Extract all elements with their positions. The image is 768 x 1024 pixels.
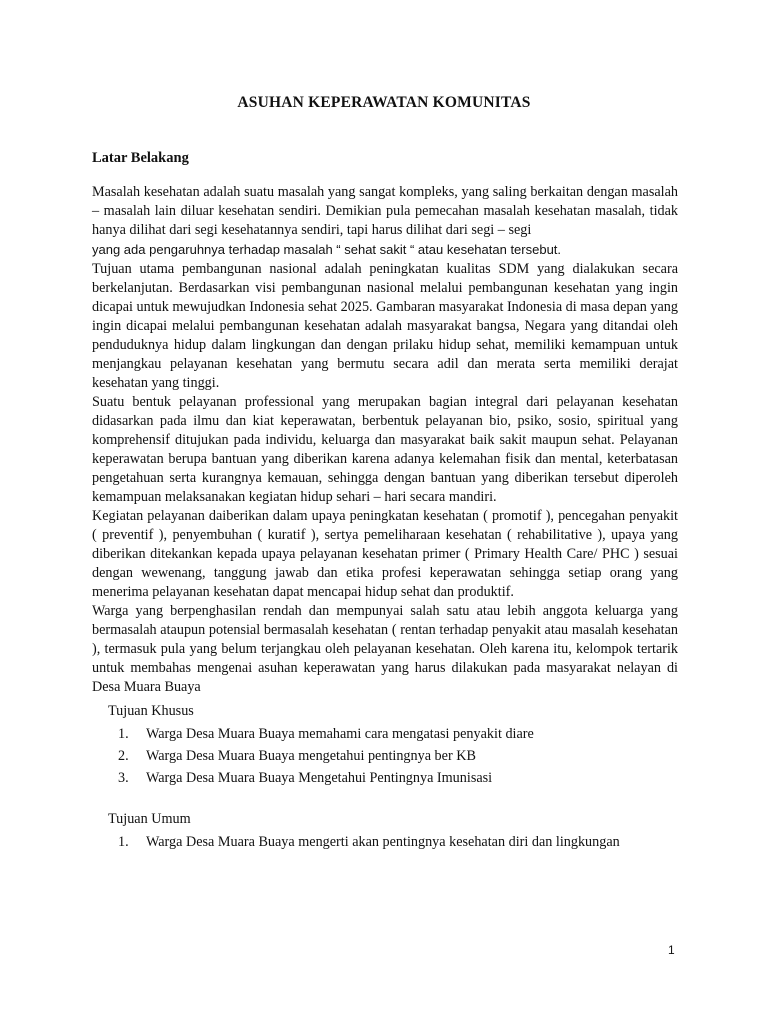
list-item-number: 3. <box>118 770 129 786</box>
list-item-number: 1. <box>118 834 129 850</box>
page-number: 1 <box>668 943 675 957</box>
tujuan-umum-heading: Tujuan Umum <box>108 811 191 827</box>
tujuan-umum-section <box>108 810 620 855</box>
list-item-number: 1. <box>118 726 129 742</box>
paragraph-2: Tujuan utama pembangunan nasional adalah peningkatan kualitas SDM yang dialakukan secara berkelanjutan. Berdasarkan visi pembangunan nasional melalui pembangunan kesehatan yang ingin dicapai untuk mewujudkan Indonesia sehat 2025. Gambaran masyarakat Indonesia di masa depan yang ingin dicapai melalui pembangunan kesehatan adalah masyarakat bangsa, Negara yang ditandai oleh penduduknya hidup dalam lingkungan dan dengan prilaku hidup sehat, memiliki kemampuan untuk menjangkau pelayanan kesehatan yang bermutu secara adil dan merata serta memiliki derajat kesehatan yang tinggi. <box>92 261 678 391</box>
list-item-text: Warga Desa Muara Buaya Mengetahui Pentingnya Imunisasi <box>146 770 493 786</box>
list-item <box>108 725 534 744</box>
tujuan-khusus-heading: Tujuan Khusus <box>108 703 194 719</box>
tujuan-umum-list <box>108 833 620 852</box>
paragraph-1: Masalah kesehatan adalah suatu masalah yang sangat kompleks, yang saling berkaitan dengan masalah – masalah lain diluar kesehatan sendiri. Demikian pula pemecahan masalah kesehatan masalah, tidak hanya dilihat dari segi kesehatannya sendiri, tapi harus dilihat dari segi – segi <box>92 184 678 238</box>
tujuan-khusus-section <box>108 702 534 791</box>
paragraph-5: Warga yang berpenghasilan rendah dan mempunyai salah satu atau lebih anggota keluarga yang bermasalah ataupun potensial bermasalah kesehatan ( rentan terhadap penyakit atau masalah kesehatan ), termasuk pula yang belum terjangkau oleh pelayanan kesehatan. Oleh karena itu, kelompok tertarik untuk membahas mengenai asuhan keperawatan yang harus dilakukan pada masyarakat nelayan di Desa Muara Buaya <box>92 603 678 695</box>
list-item <box>108 747 534 766</box>
body-text <box>92 183 678 697</box>
section-heading-latar-belakang: Latar Belakang <box>92 150 189 166</box>
paragraph-1-continuation-text: yang ada pengaruhnya terhadap masalah “ sehat sakit “ atau kesehatan tersebut. <box>92 242 562 257</box>
list-item-text: Warga Desa Muara Buaya memahami cara mengatasi penyakit diare <box>146 726 534 742</box>
list-item <box>108 769 534 788</box>
document-title: ASUHAN KEPERAWATAN KOMUNITAS <box>237 94 531 111</box>
list-item-number: 2. <box>118 748 129 764</box>
list-item-text: Warga Desa Muara Buaya mengetahui pentingnya ber KB <box>146 748 476 764</box>
paragraph-1-continuation <box>92 240 678 260</box>
list-item-text: Warga Desa Muara Buaya mengerti akan pentingnya kesehatan diri dan lingkungan <box>146 834 620 850</box>
tujuan-khusus-list <box>108 725 534 788</box>
paragraph-3: Suatu bentuk pelayanan professional yang merupakan bagian integral dari pelayanan kesehatan didasarkan pada ilmu dan kiat keperawatan, berbentuk pelayanan bio, psiko, sosio, spiritual yang komprehensif ditujukan pada individu, keluarga dan masyarakat baik sakit maupun sehat. Pelayanan keperawatan berupa bantuan yang diberikan karena adanya kelemahan fisik dan mental, keterbatasan pengetahuan serta kurangnya kemauan, sehingga dengan bantuan yang diberikan tersebut diperoleh kemampuan melaksanakan kegiatan hidup sehari – hari secara mandiri. <box>92 394 678 505</box>
list-item <box>108 833 620 852</box>
paragraph-4: Kegiatan pelayanan daiberikan dalam upaya peningkatan kesehatan ( promotif ), pencegahan penyakit ( preventif ), penyembuhan ( kuratif ), sertya pemeliharaan kesehatan ( rehabilitative ), upaya yang diberikan ditekankan kepada upaya pelayanan kesehatan primer ( Primary Health Care/ PHC ) sesuai dengan wewenang, tanggung jawab dan etika profesi keperawatan sehingga setiap orang yang menerima pelayanan kesehatan dapat mencapai hidup sehat dan produktif. <box>92 508 678 600</box>
